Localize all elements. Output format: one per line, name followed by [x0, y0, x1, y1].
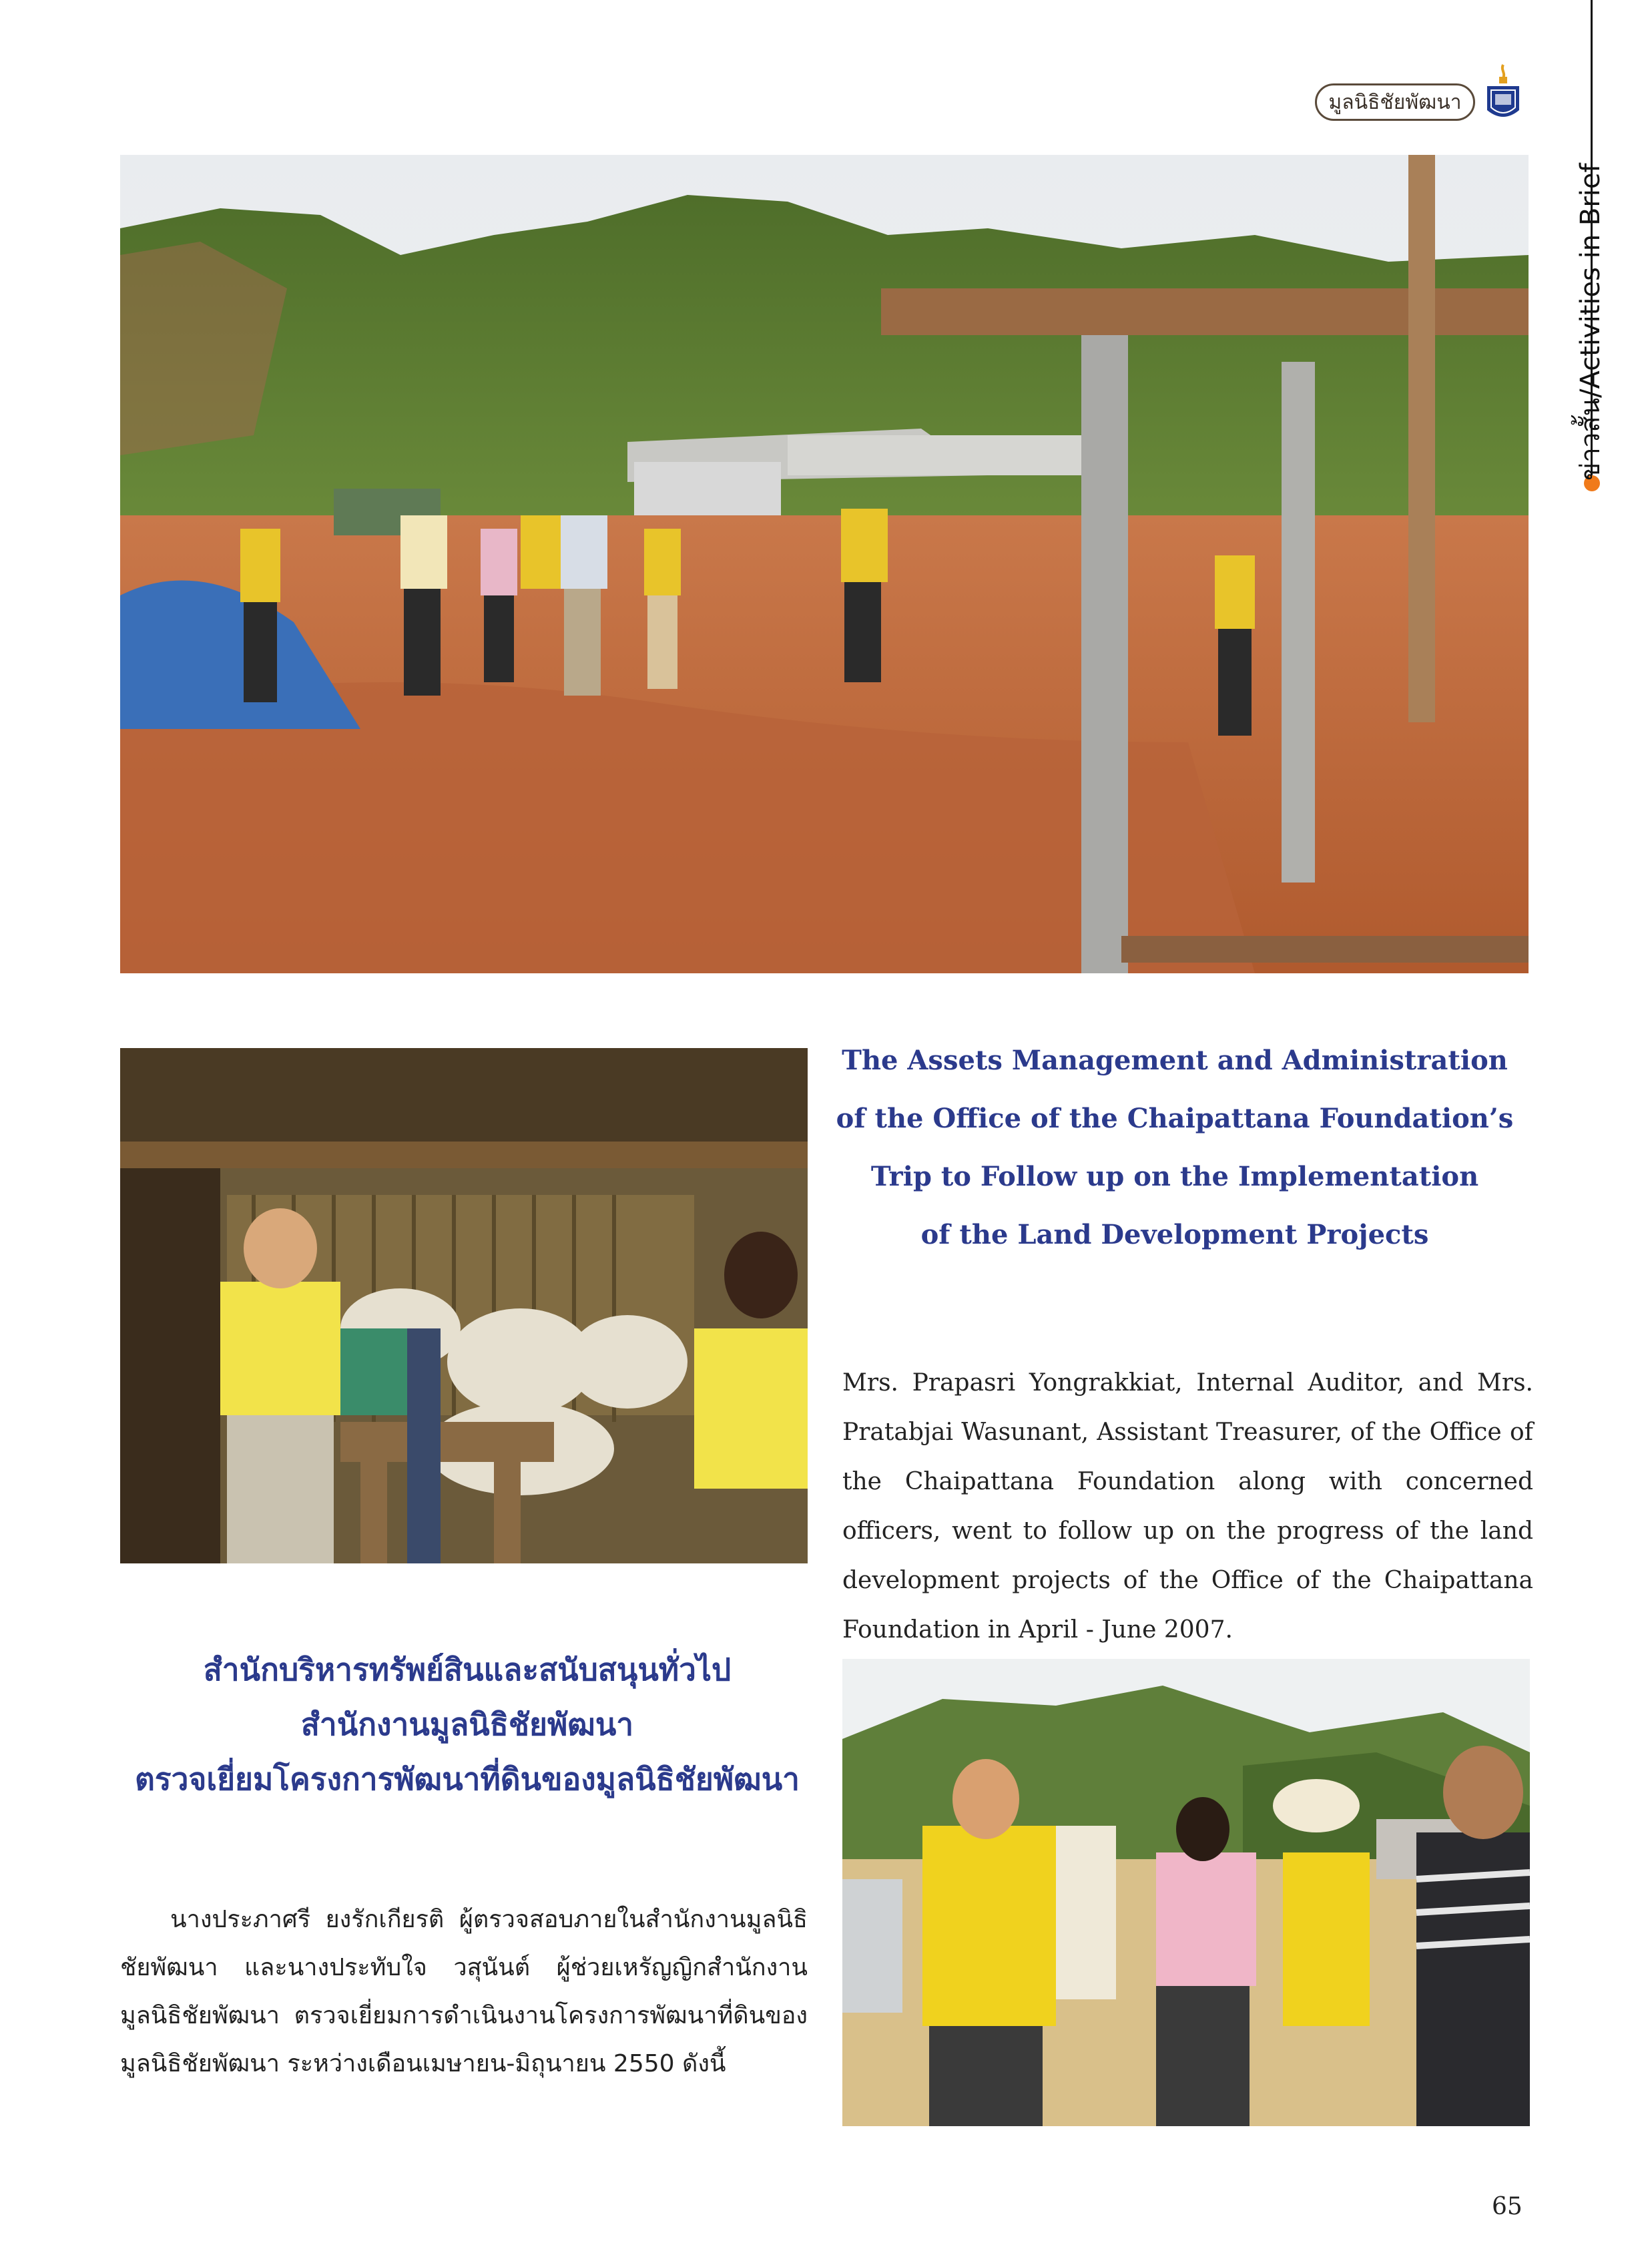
article-title-en [821, 1031, 1529, 1264]
article-body-en: Mrs. Prapasri Yongrakkiat, Internal Auditor, and Mrs. Pratabjai Wasunant, Assistant Treasurer, of the Office of the Chaipattana Foundation along with concerned officers, went to follow up on the progress of the land development projects of the Office of the Chaipattana Foundation in April - June 2007. [842, 1369, 1533, 1644]
section-label: ข่าวสั้น/Activities in Brief [1575, 163, 1606, 481]
foundation-crest-icon [1483, 63, 1523, 125]
title-en-line-2: of the Office of the Chaipattana Foundation’s [836, 1103, 1514, 1134]
construction-site-photo [120, 155, 1529, 973]
mushroom-house-photo [120, 1048, 808, 1563]
foundation-badge [1315, 83, 1475, 121]
title-en-line-1: The Assets Management and Administration [842, 1045, 1508, 1076]
body-th-paragraph: นางประภาศรี ยงรักเกียรติ ผู้ตรวจสอบภายในสำนักงานมูลนิธิชัยพัฒนา และนางประทับใจ วสุนันต์ ผู้ช่วยเหรัญญิกสำนักงานมูลนิธิชัยพัฒนา ตรวจเยี่ยมการดำเนินงานโครงการพัฒนาที่ดินของมูลนิธิชัยพัฒนา ระหว่างเดือนเมษายน-มิถุนายน 2550 ดังนี้ [120, 1906, 808, 2077]
badge-text: มูลนิธิชัยพัฒนา [1328, 90, 1462, 114]
page-number: 65 [1492, 2193, 1523, 2220]
title-en-line-4: of the Land Development Projects [920, 1219, 1429, 1250]
title-en-line-3: Trip to Follow up on the Implementation [870, 1161, 1479, 1192]
title-th-line-2: สำนักงานมูลนิธิชัยพัฒนา [300, 1706, 634, 1742]
site-visit-photo [842, 1659, 1530, 2126]
title-th-line-3: ตรวจเยี่ยมโครงการพัฒนาที่ดินของมูลนิธิชัยพัฒนา [134, 1761, 800, 1797]
article-title-th [113, 1642, 821, 1806]
article-body-th [120, 1896, 808, 2088]
title-th-line-1: สำนักบริหารทรัพย์สินและสนับสนุนทั่วไป [203, 1652, 732, 1688]
